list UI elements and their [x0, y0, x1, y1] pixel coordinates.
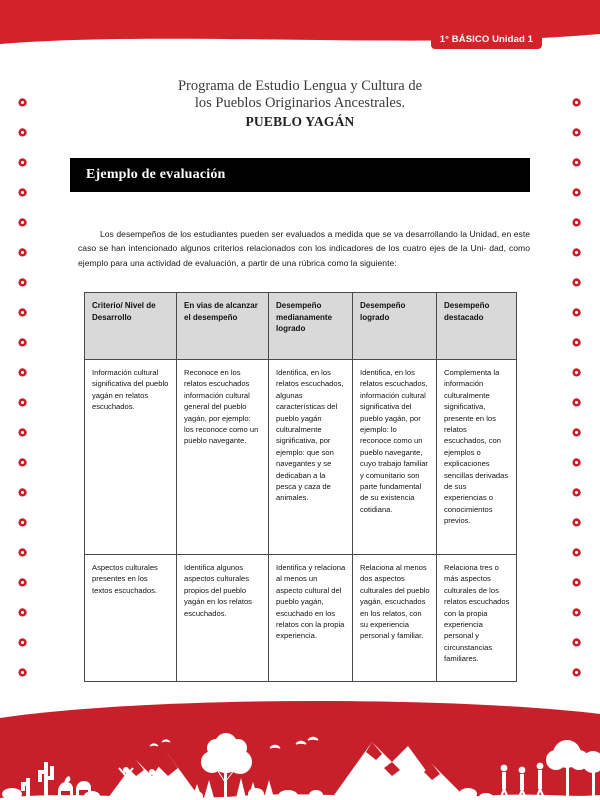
table-cell: Identifica y relaciona al menos un aspecto cultural del pueblo yagán, escuchado en los relatos con la propia experiencia.	[269, 555, 353, 682]
ornament-diamond-icon	[18, 458, 27, 467]
table-cell: Relaciona al menos dos aspectos culturales del pueblo yagán, escuchados en los relatos, con su experiencia personal y familiar.	[353, 555, 437, 682]
ornament-diamond-icon	[18, 278, 27, 287]
ornament-diamond-icon	[572, 428, 581, 437]
column-header-en-vias: En vias de alcanzar el desempeño	[177, 293, 269, 360]
page-title-line1: Programa de Estudio Lengua y Cultura de	[177, 78, 423, 94]
ornament-diamond-icon	[18, 548, 27, 557]
table-row	[85, 555, 517, 682]
ornament-diamond-icon	[572, 668, 581, 677]
ornament-diamond-icon	[572, 518, 581, 527]
ornament-diamond-icon	[572, 368, 581, 377]
ornament-diamond-icon	[18, 578, 27, 587]
page-title-pueblo: PUEBLO YAGÁN	[245, 114, 355, 129]
footer-illustration	[0, 690, 600, 800]
column-header-logrado: Desempeño logrado	[353, 293, 437, 360]
ornament-diamond-icon	[18, 308, 27, 317]
ornament-diamond-icon	[18, 188, 27, 197]
ornament-diamond-icon	[572, 578, 581, 587]
ornament-diamond-icon	[572, 188, 581, 197]
table-header-row	[85, 293, 517, 360]
column-header-destacado: Desempeño destacado	[437, 293, 517, 360]
ornament-diamond-icon	[18, 248, 27, 257]
ornament-diamond-icon	[18, 638, 27, 647]
column-header-medianamente: Desempeño medianamente logrado	[269, 293, 353, 360]
section-banner	[70, 158, 530, 192]
ornament-diamond-icon	[18, 368, 27, 377]
page-title-line2: los Pueblos Originarios Ancestrales.	[194, 95, 406, 111]
footer-landscape-art	[0, 690, 600, 800]
table-cell: Identifica, en los relatos escuchados, algunas características del pueblo yagán culturalmente significativa, por ejemplo: que son navegantes y se dedicaban a la pesca y caza de animales.	[269, 360, 353, 555]
ornament-diamond-icon	[18, 488, 27, 497]
ornament-diamond-icon	[572, 608, 581, 617]
table-row	[85, 360, 517, 555]
ornament-diamond-icon	[572, 638, 581, 647]
ornament-diamond-icon	[572, 458, 581, 467]
intro-paragraph: Los desempeños de los estudiantes pueden ser evaluados a medida que se va desarrollando la Unidad, en este caso se han intencionado algunos criterios relacionados con los indicadores de los cuatro ejes de la Uni- dad, como ejemplo para una actividad de evaluación, a partir de una rúbrica como la siguiente:	[78, 228, 530, 269]
ornament-diamond-icon	[572, 548, 581, 557]
ornament-diamond-icon	[18, 518, 27, 527]
ornament-diamond-icon	[18, 428, 27, 437]
ornament-diamond-icon	[18, 668, 27, 677]
ornament-diamond-icon	[572, 278, 581, 287]
ornament-diamond-icon	[572, 338, 581, 347]
rubric-table	[84, 292, 517, 682]
ornament-diamond-icon	[572, 218, 581, 227]
ornament-diamond-icon	[572, 488, 581, 497]
table-cell: Relaciona tres o más aspectos culturales de los relatos escuchados con la propia experiencia personal y circunstancias familiares.	[437, 555, 517, 682]
table-cell: Reconoce en los relatos escuchados información cultural general del pueblo yagán, por ejemplo: los reconoce como un pueblo navegante.	[177, 360, 269, 555]
ornament-diamond-icon	[572, 398, 581, 407]
ornament-diamond-icon	[572, 248, 581, 257]
table-cell: Identifica algunos aspectos culturales propios del pueblo yagán en los relatos escuchados.	[177, 555, 269, 682]
table-cell: Complementa la información culturalmente significativa, presente en los relatos escuchados, con ejemplos o explicaciones sencillas derivadas de sus experiencias o conocimientos previos.	[437, 360, 517, 555]
ornament-diamond-icon	[18, 218, 27, 227]
unit-badge: 1° BÁSICO Unidad 1	[431, 31, 542, 49]
table-cell: Información cultural significativa del pueblo yagán en relatos escuchados.	[85, 360, 177, 555]
section-banner-label: Ejemplo de evaluación	[86, 167, 226, 182]
ornament-diamond-icon	[18, 158, 27, 167]
column-header-criterio: Criterio/ Nivel de Desarrollo	[85, 293, 177, 360]
ornament-diamond-icon	[572, 158, 581, 167]
ornament-diamond-icon	[18, 398, 27, 407]
ornament-diamond-icon	[572, 308, 581, 317]
table-cell: Aspectos culturales presentes en los textos escuchados.	[85, 555, 177, 682]
ornament-diamond-icon	[18, 338, 27, 347]
page-title	[0, 0, 600, 130]
ornament-diamond-icon	[18, 608, 27, 617]
table-cell: Identifica, en los relatos escuchados, información cultural significativa del pueblo yagán, por ejemplo: lo reconoce como un pueblo navegante, cuyo trabajo familiar y comunitario son parte fundamental de su existencia cotidiana.	[353, 360, 437, 555]
